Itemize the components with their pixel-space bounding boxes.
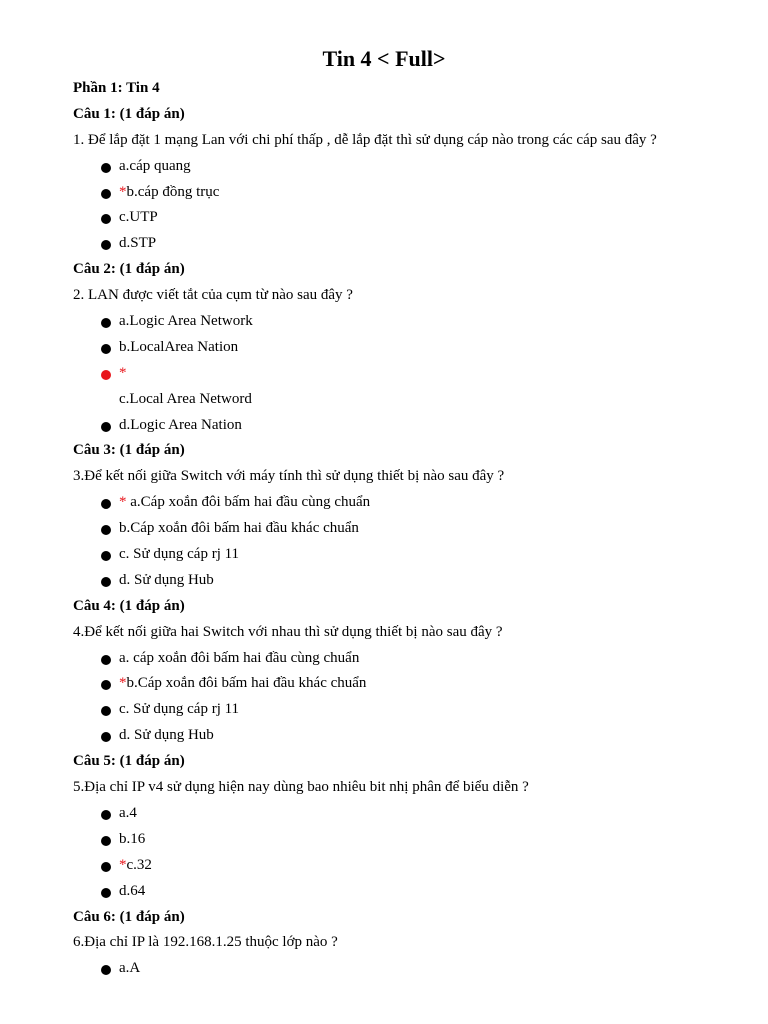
- question-1-option-b: [73, 180, 713, 206]
- option-label: d.64: [119, 882, 146, 899]
- question-2-option-c: c.Local Area Netword: [119, 390, 252, 407]
- question-2-option-b: [73, 335, 713, 361]
- bullet-icon: [101, 888, 111, 898]
- bullet-icon: [101, 680, 111, 690]
- bullet-icon: [101, 706, 111, 716]
- correct-answer-marker: *: [119, 494, 127, 511]
- question-2-text: 2. LAN được viết tắt của cụm từ nào sau đây ?: [73, 287, 353, 304]
- bullet-icon: [101, 732, 111, 742]
- question-5-option-a: [73, 801, 713, 827]
- option-label: b.Cáp xoắn đôi bấm hai đầu khác chuẩn: [119, 520, 359, 537]
- option-label: a.A: [119, 960, 141, 977]
- bullet-icon: [101, 810, 111, 820]
- bullet-icon: [101, 655, 111, 665]
- bullet-icon: [101, 422, 111, 432]
- option-label: b.16: [119, 830, 146, 847]
- option-label: d. Sử dụng Hub: [119, 727, 214, 744]
- question-5-text: 5.Địa chỉ IP v4 sử dụng hiện nay dùng bao nhiêu bit nhị phân để biểu diễn ?: [73, 779, 529, 796]
- question-4-option-a: [73, 646, 713, 672]
- question-1-option-a: [73, 154, 713, 180]
- question-5-option-c: [73, 853, 713, 879]
- bullet-icon: [101, 318, 111, 328]
- question-5-option-b: [73, 827, 713, 853]
- bullet-icon: [101, 965, 111, 975]
- question-2-option-c-marker: [73, 361, 713, 387]
- question-6-option-a: [73, 956, 713, 982]
- option-label: c. Sử dụng cáp rj 11: [119, 701, 240, 718]
- bullet-icon: [101, 163, 111, 173]
- document-title: Tin 4 < Full>: [322, 46, 446, 71]
- option-label: a.4: [119, 804, 137, 821]
- question-2-header: Câu 2: (1 đáp án): [73, 261, 185, 278]
- bullet-icon: [101, 862, 111, 872]
- bullet-icon: [101, 525, 111, 535]
- option-label: d.STP: [119, 235, 157, 252]
- question-5-header: Câu 5: (1 đáp án): [73, 753, 185, 770]
- option-label: a.cáp quang: [119, 157, 191, 174]
- bullet-icon: [101, 344, 111, 354]
- bullet-icon: [101, 240, 111, 250]
- bullet-icon: [101, 836, 111, 846]
- question-4-option-d: [73, 723, 713, 749]
- option-label: d. Sử dụng Hub: [119, 571, 214, 588]
- option-label: a.Logic Area Network: [119, 313, 253, 330]
- bullet-icon: [101, 551, 111, 561]
- correct-answer-marker: *: [119, 364, 127, 381]
- question-3-option-b: [73, 516, 713, 542]
- document-content: [73, 76, 713, 982]
- question-1-option-c: [73, 205, 713, 231]
- question-3-header: Câu 3: (1 đáp án): [73, 442, 185, 459]
- option-label: c.UTP: [119, 209, 158, 226]
- option-label: c.32: [126, 856, 152, 873]
- correct-answer-marker: *: [119, 183, 127, 200]
- correct-answer-marker: *: [119, 856, 127, 873]
- question-6-text: 6.Địa chỉ IP là 192.168.1.25 thuộc lớp nào ?: [73, 934, 338, 951]
- option-label: a.Cáp xoắn đôi bấm hai đầu cùng chuẩn: [126, 494, 371, 511]
- question-4-text: 4.Để kết nối giữa hai Switch với nhau thì sử dụng thiết bị nào sau đây ?: [73, 623, 503, 640]
- question-3-option-d: [73, 568, 713, 594]
- bullet-icon: [101, 499, 111, 509]
- option-label: c. Sử dụng cáp rj 11: [119, 546, 240, 563]
- bullet-icon: [101, 189, 111, 199]
- bullet-icon: [101, 577, 111, 587]
- question-2-option-d: [73, 413, 713, 439]
- option-label: b.LocalArea Nation: [119, 338, 239, 355]
- question-5-option-d: [73, 879, 713, 905]
- option-label: a. cáp xoắn đôi bấm hai đầu cùng chuẩn: [119, 649, 360, 666]
- question-4-header: Câu 4: (1 đáp án): [73, 597, 185, 614]
- option-label: b.Cáp xoắn đôi bấm hai đầu khác chuẩn: [126, 675, 367, 692]
- question-3-option-a: [73, 490, 713, 516]
- question-2-option-a: [73, 309, 713, 335]
- question-3-option-c: [73, 542, 713, 568]
- question-1-text: 1. Để lắp đặt 1 mạng Lan với chi phí thấp , dễ lắp đặt thì sử dụng cáp nào trong các cáp sau đây ?: [73, 131, 657, 148]
- option-label: d.Logic Area Nation: [119, 416, 242, 433]
- question-1-header: Câu 1: (1 đáp án): [73, 105, 185, 122]
- question-3-text: 3.Để kết nối giữa Switch với máy tính thì sử dụng thiết bị nào sau đây ?: [73, 468, 505, 485]
- correct-answer-marker: *: [119, 675, 127, 692]
- bullet-icon: [101, 214, 111, 224]
- option-label: b.cáp đồng trục: [126, 183, 220, 200]
- section-heading: Phần 1: Tin 4: [73, 80, 160, 96]
- question-1-option-d: [73, 231, 713, 257]
- question-4-option-c: [73, 697, 713, 723]
- question-4-option-b: [73, 671, 713, 697]
- question-6-header: Câu 6: (1 đáp án): [73, 908, 185, 925]
- bullet-icon: [101, 370, 111, 380]
